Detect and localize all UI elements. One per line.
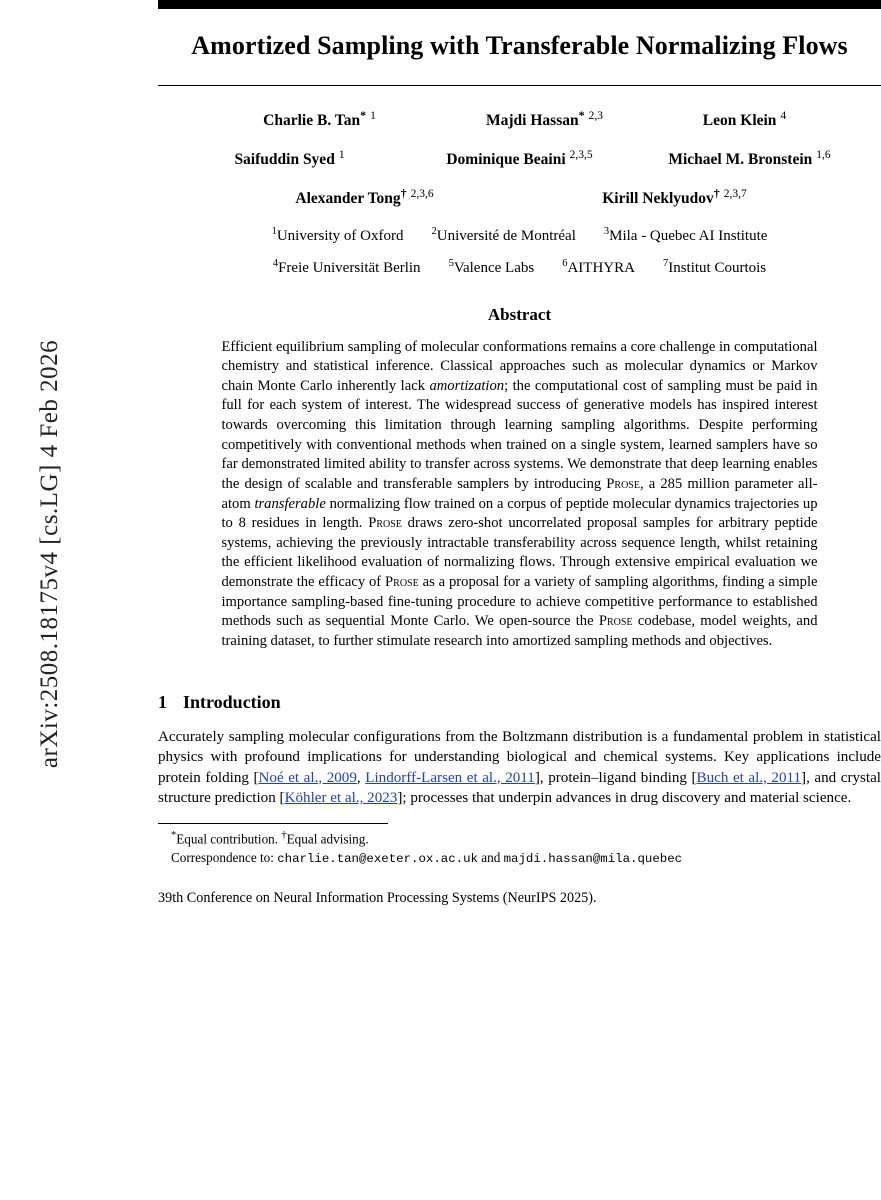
author-name: Leon Klein [702,112,777,130]
affiliation [663,258,766,277]
abstract-body [222,338,818,652]
abstract-text-7: codebase, model weights, and training dataset, to further stimulate research into amortized sampling methods and objectives. [221,613,818,649]
section-number: 1 [158,691,167,712]
author-symbol: * [360,108,367,123]
abstract-text-4: normalizing flow trained on a corpus of peptide molecular dynamics trajectories up to 8 residues in length. [221,495,818,532]
author-block [158,108,881,208]
footnote-block [158,829,881,868]
author-affiliation-marker: 1,6 [816,149,831,162]
affiliation-number: 4 [272,257,279,269]
affiliation [272,226,404,245]
affiliation-number: 6 [562,257,568,269]
affiliation [449,258,535,277]
author-affiliation-marker: 4 [780,110,787,123]
author-affiliation-marker: 2,3,5 [569,149,593,162]
abstract-text-6: as a proposal for a variety of sampling algorithms, finding a simple importance sampling-based fine-tuning procedure to achieve competitive performance to established methods such as sequential Monte Carlo. We open-source the [221,574,818,630]
footnote-divider [158,823,388,824]
intro-text-1: Accurately sampling molecular configurations from the Boltzmann distribution is a fundamental problem in statistical physics with profound implications for understanding biological and chemical systems. Key applications include protein folding [ [158,728,881,786]
author-name: Alexander Tong [295,190,401,208]
abstract-text-5: draws zero-shot uncorrelated proposal samples for arbitrary peptide systems, achieving the previously intractable transferability across sequence length, whilst retaining the efficient likelihood evaluation of normalizing flows. Through extensive empirical evaluation we demonstrate the efficacy of [221,515,818,591]
affiliation-block [158,226,881,277]
author-name: Saifuddin Syed [234,151,335,169]
author-name: Kirill Neklyudov [602,190,714,208]
citation-link[interactable]: Buch et al., 2011 [696,769,802,786]
citation-link[interactable]: Lindorff-Larsen et al., 2011 [365,769,535,786]
author-symbol: † [400,186,407,201]
author-symbol: * [578,108,585,123]
affiliation [604,226,768,245]
affiliation-name: AITHYRA [567,259,635,276]
intro-text-5: ]; processes that underpin advances in drug discovery and material science. [397,790,852,807]
author [520,186,830,208]
footnote-symbol: † [281,829,287,841]
abstract-heading: Abstract [487,304,552,324]
author-affiliation-marker: 1 [338,149,345,162]
abstract-text-2: ; the computational cost of sampling must be paid in full for each system of interest. The widespread success of generative models has inspired interest towards overcoming this limitation through learning sampling algorithms. Despite performing competitively with conventional methods when trained on a single system, learned samplers have so far demonstrated limited ability to transfer across systems. We demonstrate that deep learning enables the design of scalable and transferable samplers by introducing [221,377,818,492]
abstract-italic-1: amortization [429,377,505,394]
abstract-italic-2: transferable [254,495,326,512]
model-name: Prose [598,613,633,630]
section-title: Introduction [183,691,281,712]
author [175,147,405,169]
author [445,108,645,130]
affiliation-name: Mila - Quebec AI Institute [609,227,768,244]
affiliation-row [158,258,881,277]
introduction-paragraph [158,727,881,809]
intro-text-2: , [356,769,366,786]
affiliation [562,258,635,277]
model-name: Prose [368,515,402,532]
footnote-text-2: Equal advising. [286,831,369,847]
author [195,108,445,130]
section-heading [158,692,881,713]
arxiv-stamp: arXiv:2508.18175v4 [cs.LG] 4 Feb 2026 [36,339,63,769]
affiliation-number: 1 [271,225,277,237]
page-title: Amortized Sampling with Transferable Normalizing Flows [191,31,848,60]
email-address[interactable]: charlie.tan@exeter.ox.ac.uk [277,851,478,866]
intro-text-3: ], protein–ligand binding [ [534,769,697,786]
affiliation-name: Freie Universität Berlin [278,259,421,276]
affiliation [273,258,421,277]
abstract-text-1: Efficient equilibrium sampling of molecular conformations remains a core challenge in computational chemistry and statistical inference. Classical approaches such as molecular dynamics or Markov chain Monte Carlo inherently lack [221,338,818,394]
footnote-symbol: * [171,829,177,841]
affiliation-name: Valence Labs [453,259,535,276]
author-symbol: † [713,186,720,201]
author [405,147,635,169]
author-row [158,186,881,208]
author-name: Dominique Beaini [446,151,566,169]
affiliation-number: 2 [431,225,437,237]
model-name: Prose [385,574,419,591]
author-row [158,108,881,130]
affiliation-name: Université de Montréal [436,227,576,244]
author [635,147,865,169]
affiliation-number: 7 [662,257,669,269]
abstract-text-3: , a 285 million parameter all-atom [221,475,818,512]
author-affiliation-marker: 2,3 [588,110,603,123]
affiliation-row [158,226,881,245]
author-row [158,147,881,169]
author [210,186,520,208]
footnote-text-1: Equal contribution. [176,831,282,847]
affiliation-number: 5 [448,257,454,269]
intro-text-4: ], and crystal structure prediction [ [158,769,881,807]
author-name: Michael M. Bronstein [668,151,813,169]
affiliation-name: Institut Courtois [668,259,767,276]
paper-page [158,0,881,1200]
citation-link[interactable]: Noé et al., 2009 [258,769,357,786]
author-affiliation-marker: 2,3,7 [723,188,747,201]
author-affiliation-marker: 2,3,6 [410,188,434,201]
correspondence-label: Correspondence to: [171,849,278,865]
email-address[interactable]: majdi.hassan@mila.quebec [503,851,683,866]
venue-line: 39th Conference on Neural Information Processing Systems (NeurIPS 2025). [158,889,597,906]
citation-link[interactable]: Köhler et al., 2023 [284,790,398,807]
model-name: Prose [606,475,640,492]
author-name: Majdi Hassan [486,112,579,130]
affiliation [431,226,575,245]
author [645,108,845,130]
affiliation-number: 3 [603,225,610,237]
author-name: Charlie B. Tan [263,112,361,130]
title-divider [158,85,881,86]
affiliation-name: University of Oxford [276,227,404,244]
footnote-line [171,849,881,868]
author-affiliation-marker: 1 [370,110,376,123]
footnote-conjunction: and [477,849,504,865]
footnote-line [171,829,881,849]
